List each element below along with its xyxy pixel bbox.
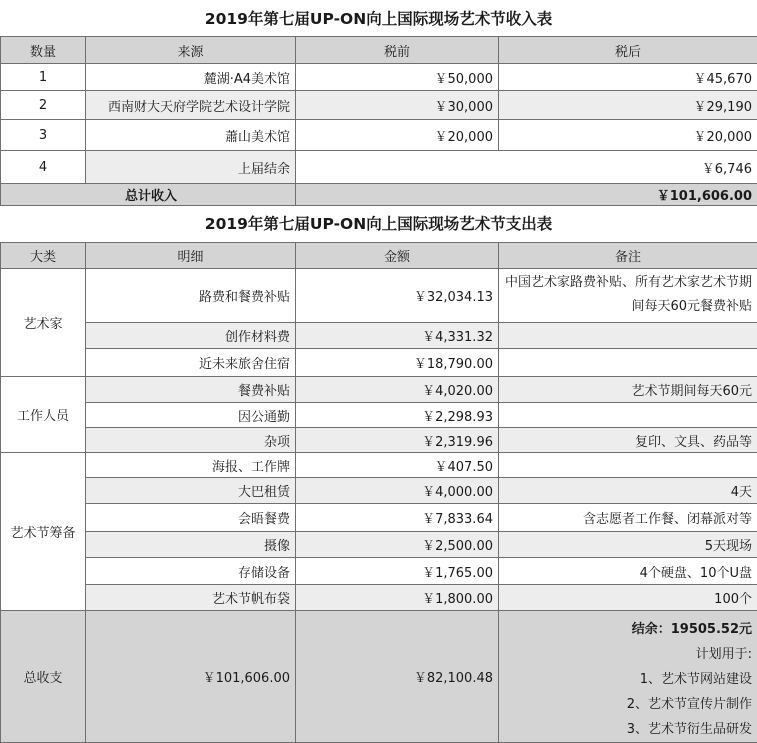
expense-detail: 海报、工作牌 [86, 453, 296, 478]
expense-row [1, 504, 757, 532]
expense-amount: ￥4,020.00 [296, 377, 499, 403]
plan-item: 3、艺术节衍生品研发 [504, 717, 752, 742]
summary-income: ￥101,606.00 [86, 611, 296, 743]
plan-item: 2、艺术节宣传片制作 [504, 692, 752, 717]
income-row-posttax: ￥20,000 [499, 120, 757, 151]
income-row-number: 4 [1, 151, 86, 184]
income-table-title: 2019年第七届UP-ON向上国际现场艺术节收入表 [0, 7, 757, 29]
expense-category: 艺术家 [1, 269, 86, 377]
expense-row [1, 403, 757, 428]
expense-row [1, 532, 757, 558]
plan-title: 计划用于: [504, 642, 752, 667]
expense-note [499, 349, 757, 377]
income-row [1, 64, 757, 91]
expense-category: 艺术节筹备 [1, 453, 86, 611]
expense-detail: 路费和餐费补贴 [86, 269, 296, 323]
income-row-source: 西南财大天府学院艺术设计学院 [86, 91, 296, 120]
expense-row [1, 585, 757, 611]
expense-row [1, 428, 757, 453]
expense-note [499, 453, 757, 478]
expense-row [1, 453, 757, 478]
income-row-posttax: ￥29,190 [499, 91, 757, 120]
expense-row [1, 558, 757, 585]
expense-note [499, 403, 757, 428]
expense-note: 含志愿者工作餐、闭幕派对等 [499, 504, 757, 532]
expense-amount: ￥1,800.00 [296, 585, 499, 611]
plan-item: 1、艺术节网站建设 [504, 667, 752, 692]
income-row [1, 91, 757, 120]
expense-amount: ￥32,034.13 [296, 269, 499, 323]
income-header-row [1, 37, 757, 64]
expense-amount: ￥4,331.32 [296, 323, 499, 349]
expense-note: 100个 [499, 585, 757, 611]
expense-amount: ￥2,319.96 [296, 428, 499, 453]
expense-amount: ￥407.50 [296, 453, 499, 478]
income-row-pretax: ￥30,000 [296, 91, 499, 120]
income-row-pretax: ￥20,000 [296, 120, 499, 151]
expense-row [1, 323, 757, 349]
income-row-number: 1 [1, 64, 86, 91]
expense-row [1, 478, 757, 504]
income-row [1, 120, 757, 151]
expense-note: 4个硬盘、10个U盘 [499, 558, 757, 585]
income-row-number: 3 [1, 120, 86, 151]
expense-table [0, 242, 757, 743]
expense-amount: ￥2,500.00 [296, 532, 499, 558]
expense-detail: 创作材料费 [86, 323, 296, 349]
income-row-source: 蕭山美术馆 [86, 120, 296, 151]
expense-detail: 近未来旅舍住宿 [86, 349, 296, 377]
header-detail: 明细 [86, 243, 296, 269]
income-row-source: 上届结余 [86, 151, 296, 184]
expense-detail: 杂项 [86, 428, 296, 453]
expense-row [1, 349, 757, 377]
expense-detail: 摄像 [86, 532, 296, 558]
income-total-value: ￥101,606.00 [296, 184, 757, 206]
header-amount: 金额 [296, 243, 499, 269]
income-row-posttax: ￥6,746 [296, 151, 757, 184]
expense-note: 艺术节期间每天60元 [499, 377, 757, 403]
expense-note: 4天 [499, 478, 757, 504]
expense-detail: 存储设备 [86, 558, 296, 585]
income-row-source: 麓湖·A4美术馆 [86, 64, 296, 91]
expense-amount: ￥4,000.00 [296, 478, 499, 504]
expense-note: 5天现场 [499, 532, 757, 558]
header-posttax: 税后 [499, 37, 757, 64]
expense-detail: 大巴租赁 [86, 478, 296, 504]
income-total-label: 总计收入 [125, 189, 177, 204]
header-note: 备注 [499, 243, 757, 269]
expense-summary-row [1, 611, 757, 743]
balance-text: 结余：19505.52元 [504, 617, 752, 642]
income-row [1, 151, 757, 184]
expense-detail: 艺术节帆布袋 [86, 585, 296, 611]
summary-expense: ￥82,100.48 [296, 611, 499, 743]
expense-amount: ￥7,833.64 [296, 504, 499, 532]
expense-amount: ￥2,298.93 [296, 403, 499, 428]
income-row-number: 2 [1, 91, 86, 120]
header-category: 大类 [1, 243, 86, 269]
header-pretax: 税前 [296, 37, 499, 64]
summary-label: 总收支 [1, 611, 86, 743]
expense-detail: 会晤餐费 [86, 504, 296, 532]
expense-table-title: 2019年第七届UP-ON向上国际现场艺术节支出表 [0, 212, 757, 234]
income-total-row [1, 184, 757, 206]
expense-detail: 餐费补贴 [86, 377, 296, 403]
expense-row [1, 377, 757, 403]
header-source: 来源 [86, 37, 296, 64]
expense-amount: ￥18,790.00 [296, 349, 499, 377]
expense-detail: 因公通勤 [86, 403, 296, 428]
income-table [0, 36, 757, 206]
summary-balance-cell [499, 611, 757, 743]
header-count: 数量 [1, 37, 86, 64]
expense-note: 中国艺术家路费补贴、所有艺术家艺术节期间每天60元餐费补贴 [499, 269, 757, 323]
expense-category: 工作人员 [1, 377, 86, 453]
expense-row [1, 269, 757, 323]
income-row-pretax: ￥50,000 [296, 64, 499, 91]
expense-amount: ￥1,765.00 [296, 558, 499, 585]
expense-note [499, 323, 757, 349]
expense-header-row [1, 243, 757, 269]
income-row-posttax: ￥45,670 [499, 64, 757, 91]
expense-note: 复印、文具、药品等 [499, 428, 757, 453]
